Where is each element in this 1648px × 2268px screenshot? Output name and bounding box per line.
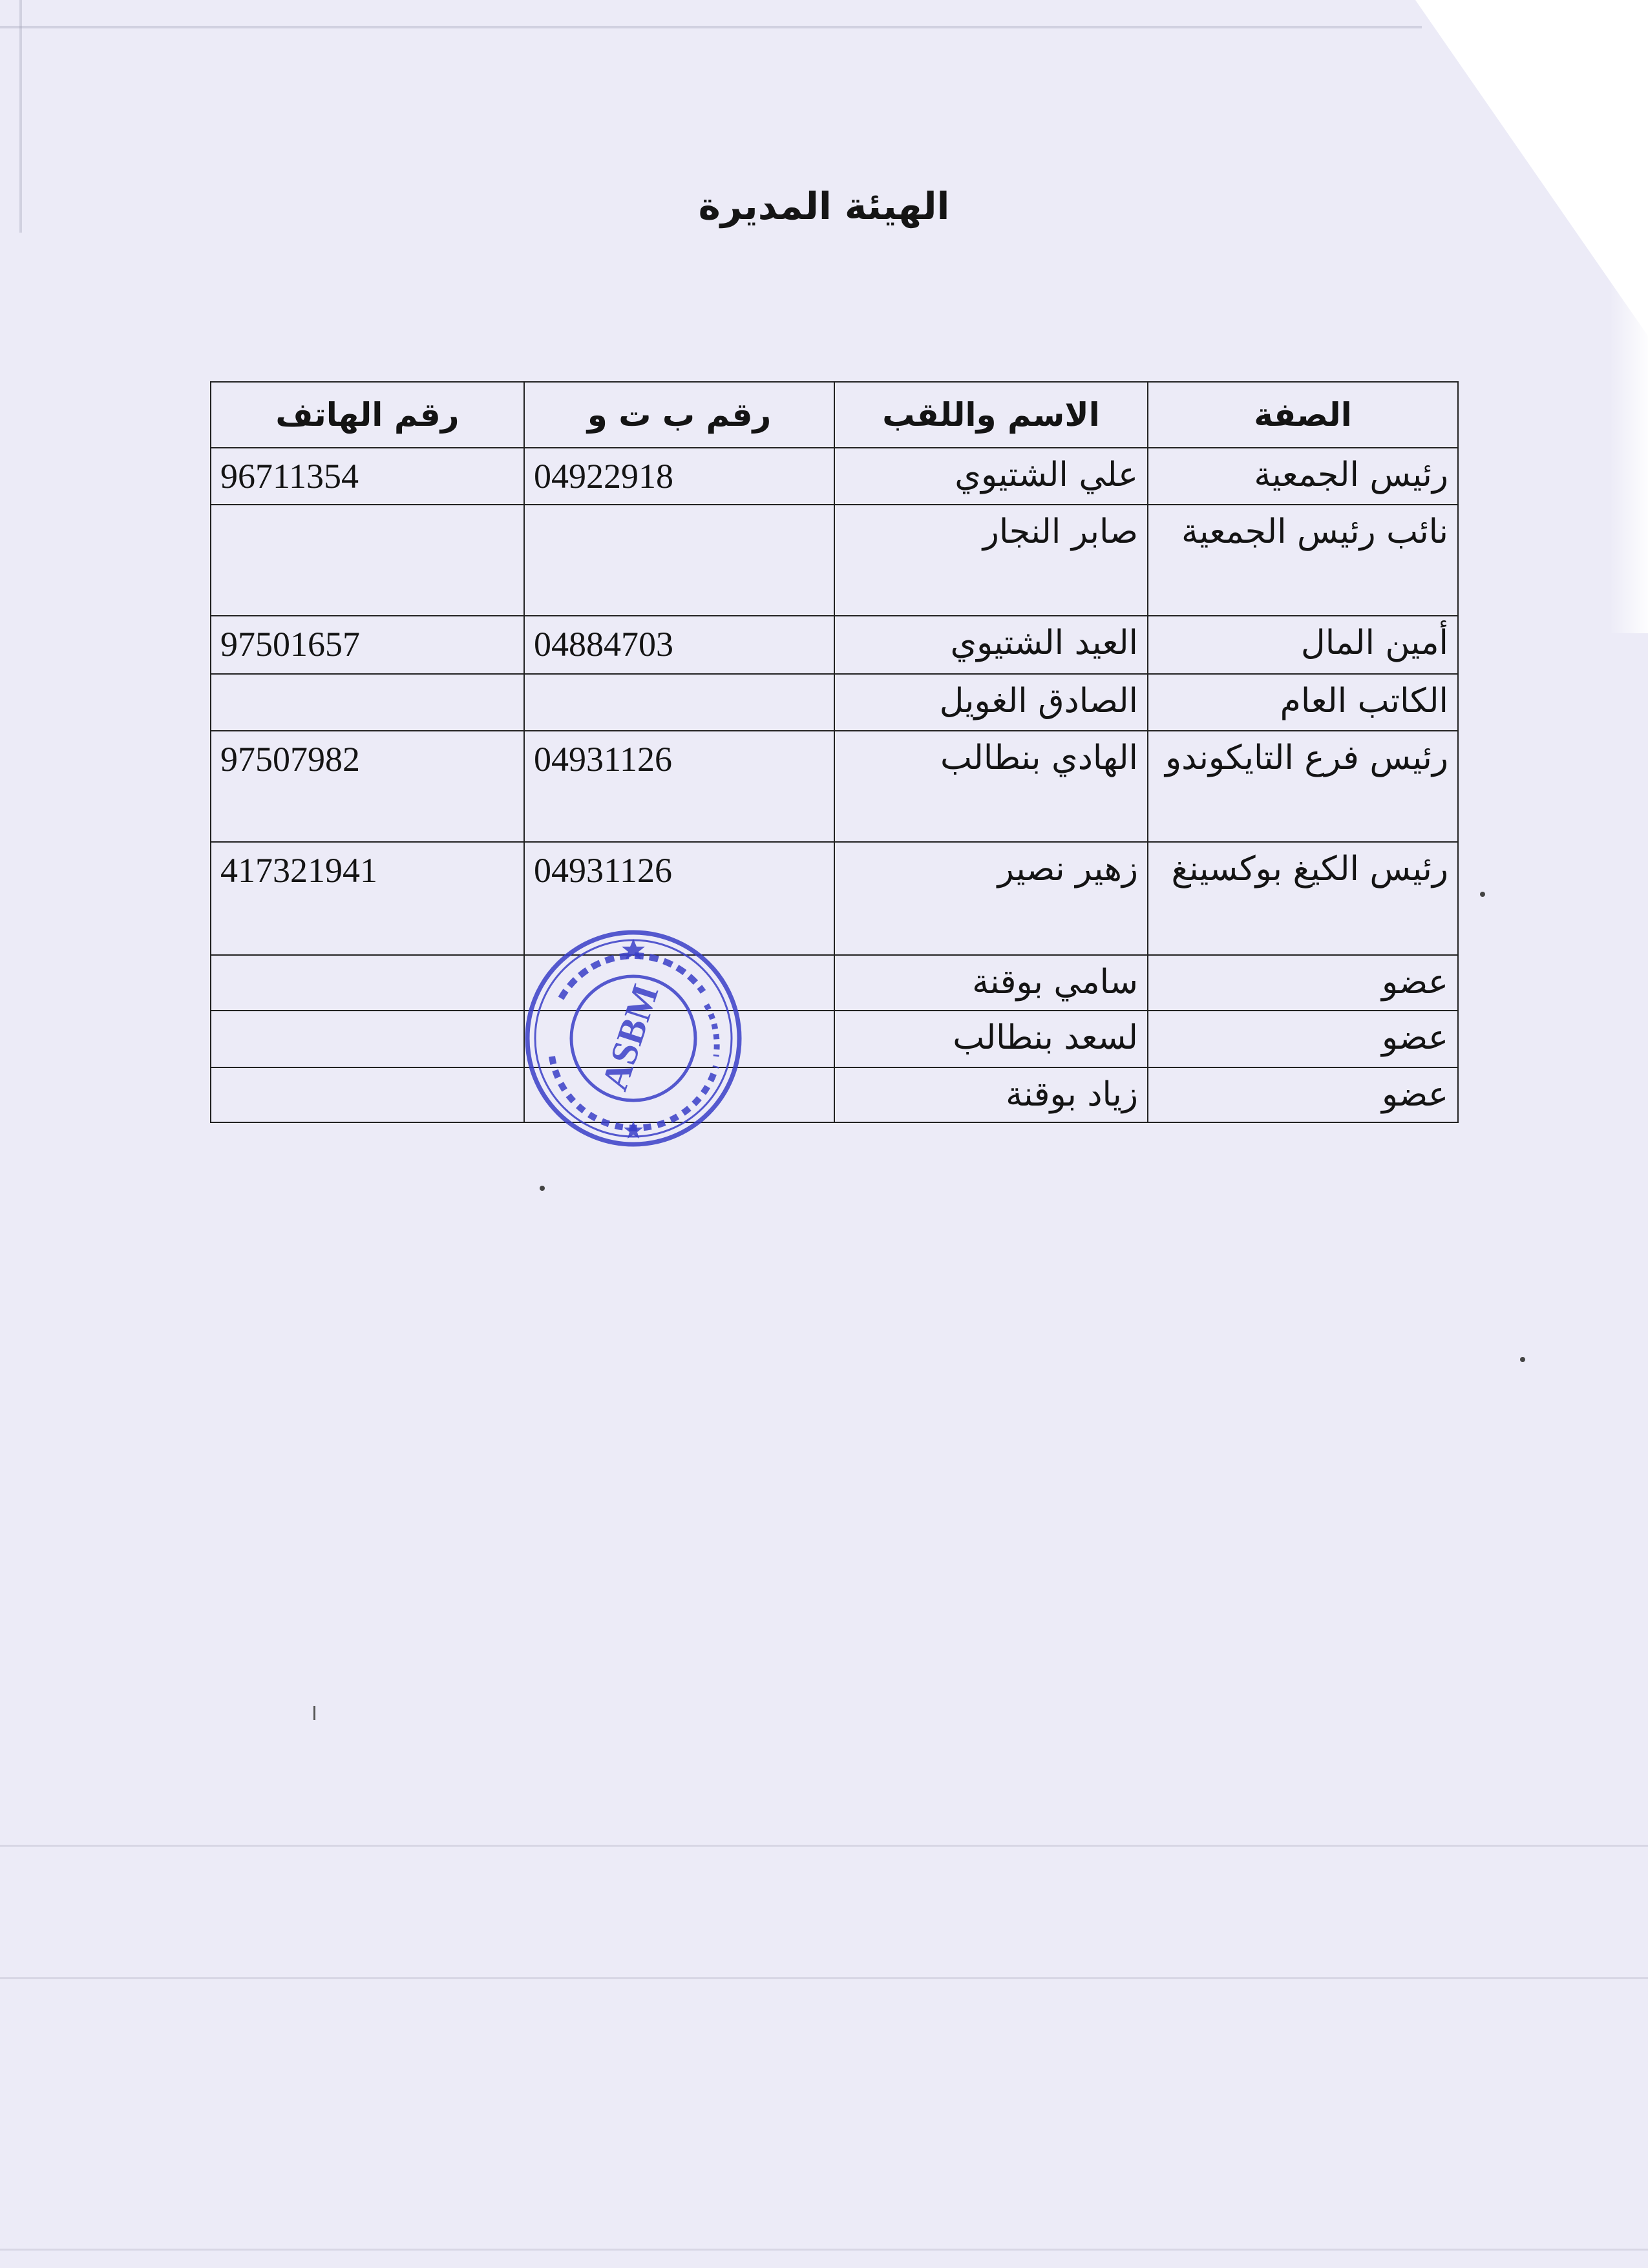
table-row [211, 731, 1458, 842]
page-top-edge [0, 26, 1422, 28]
cell-name: الهادي بنطالب [834, 731, 1148, 842]
scan-fold-line [0, 1845, 1648, 1847]
stamp-center-text: ASBM [593, 979, 667, 1096]
cell-id-number: 04922918 [524, 448, 834, 505]
cell-id-number [524, 674, 834, 731]
cell-name: زهير نصير [834, 842, 1148, 955]
cell-phone: 96711354 [211, 448, 524, 505]
cell-name: الصادق الغويل [834, 674, 1148, 731]
board-members-table [210, 381, 1459, 1123]
cell-role: نائب رئيس الجمعية [1148, 505, 1458, 616]
cell-phone [211, 1011, 524, 1067]
header-id-number: رقم ب ت و [524, 382, 834, 448]
cell-role: أمين المال [1148, 616, 1458, 674]
cell-id-number: 04931126 [524, 731, 834, 842]
cell-name: سامي بوقنة [834, 955, 1148, 1010]
cell-name: علي الشتيوي [834, 448, 1148, 505]
table-row [211, 674, 1458, 731]
table-row [211, 1011, 1458, 1067]
ink-dot [540, 1186, 545, 1191]
cell-phone: 97501657 [211, 616, 524, 674]
table-row [211, 1067, 1458, 1122]
scan-fold-line [0, 1977, 1648, 1979]
cell-phone [211, 955, 524, 1010]
cell-phone: 97507982 [211, 731, 524, 842]
ink-dot [1520, 1357, 1525, 1362]
header-name: الاسم واللقب [834, 382, 1148, 448]
cell-phone [211, 1067, 524, 1122]
header-role: الصفة [1148, 382, 1458, 448]
table-header-row [211, 382, 1458, 448]
table-row [211, 448, 1458, 505]
table-row [211, 955, 1458, 1010]
table-row [211, 505, 1458, 616]
cell-name: لسعد بنطالب [834, 1011, 1148, 1067]
cell-name: صابر النجار [834, 505, 1148, 616]
table-row [211, 616, 1458, 674]
association-stamp [522, 927, 745, 1150]
cell-role: عضو [1148, 1011, 1458, 1067]
page-title: الهيئة المديرة [698, 184, 950, 228]
cell-role: رئيس الكيغ بوكسينغ [1148, 842, 1458, 955]
cell-role: الكاتب العام [1148, 674, 1458, 731]
cell-id-number: 04884703 [524, 616, 834, 674]
cell-role: عضو [1148, 1067, 1458, 1122]
cell-phone [211, 674, 524, 731]
cell-id-number: 04931126 [524, 842, 834, 955]
cell-role: عضو [1148, 955, 1458, 1010]
folded-corner-shadow [1609, 271, 1648, 633]
table-row [211, 842, 1458, 955]
cell-phone [211, 505, 524, 616]
cell-id-number [524, 505, 834, 616]
cell-role: رئيس فرع التايكوندو [1148, 731, 1458, 842]
cell-name: زياد بوقنة [834, 1067, 1148, 1122]
scan-fold-line [0, 2249, 1648, 2251]
ink-mark [313, 1706, 315, 1720]
header-phone: رقم الهاتف [211, 382, 524, 448]
cell-name: العيد الشتيوي [834, 616, 1148, 674]
ink-dot [1480, 892, 1485, 897]
cell-role: رئيس الجمعية [1148, 448, 1458, 505]
cell-phone: 417321941 [211, 842, 524, 955]
